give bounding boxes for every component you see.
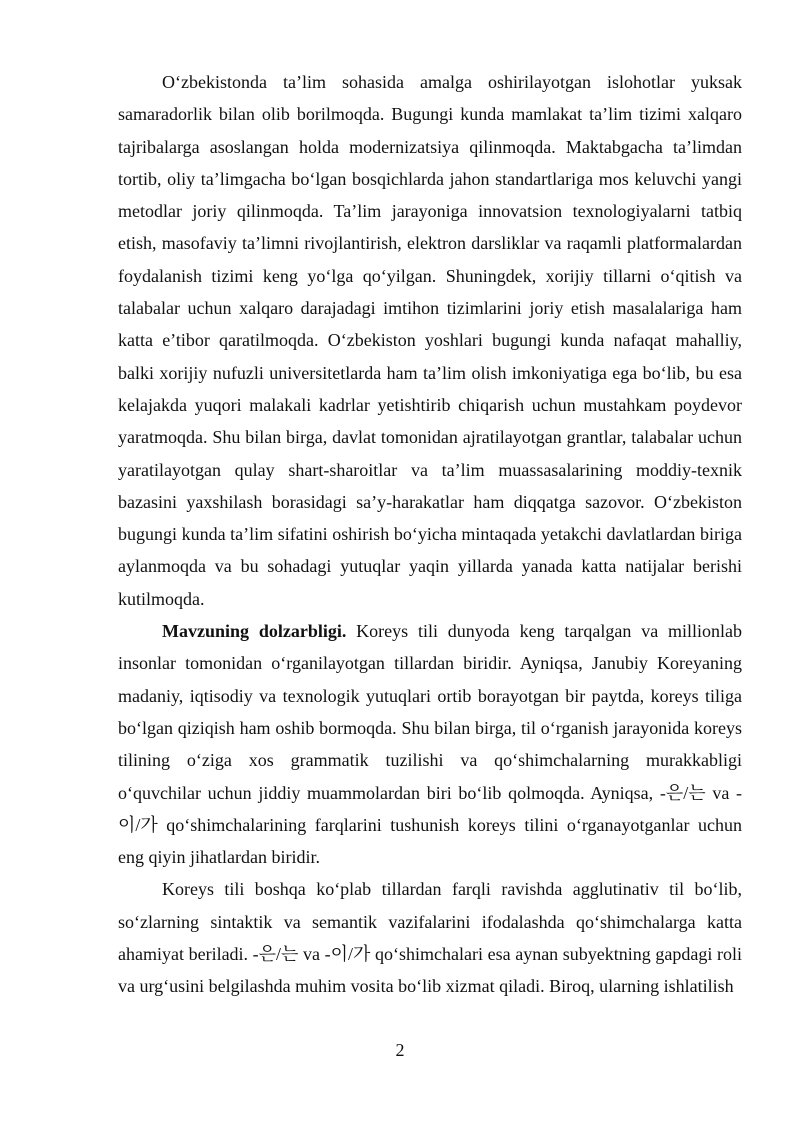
paragraph-agglutinative <box>118 873 742 1002</box>
paragraph-intro <box>118 66 742 615</box>
paragraph-relevance <box>118 615 742 873</box>
paragraph-text: Koreys tili boshqa ko‘plab tillardan farqli ravishda agglutinativ til bo‘lib, so‘zlarning sintaktik va semantik vazifalarini ifodalashda qo‘shimchalarga katta ahamiyat beriladi. -은/는 va -이/가 qo‘shimchalari esa aynan subyektning gapdagi roli va urg‘usini belgilashda muhim vosita bo‘lib xizmat qiladi. Biroq, ularning ishlatilish <box>118 879 742 997</box>
section-heading-relevance: Mavzuning dolzarbligi. <box>162 621 347 642</box>
page-body <box>118 66 742 1003</box>
paragraph-text: O‘zbekistonda ta’lim sohasida amalga oshirilayotgan islohotlar yuksak samaradorlik bilan olib borilmoqda. Bugungi kunda mamlakat ta’lim tizimi xalqaro tajribalarga asoslangan holda modernizatsiya qilinmoqda. Maktabgacha ta’limdan tortib, oliy ta’limgacha bo‘lgan bosqichlarda jahon standartlariga mos keluvchi yangi metodlar joriy qilinmoqda. Ta’lim jarayoniga innovatsion texnologiyalarni tatbiq etish, masofaviy ta’limni rivojlantirish, elektron darsliklar va raqamli platformalardan foydalanish tizimi keng yo‘lga qo‘yilgan. Shuningdek, xorijiy tillarni o‘qitish va talabalar uchun xalqaro darajadagi imtihon tizimlarini joriy etish masalalariga ham katta e’tibor qaratilmoqda. O‘zbekiston yoshlari bugungi kunda nafaqat mahalliy, balki xorijiy nufuzli universitetlarda ham ta’lim olish imkoniyatiga ega bo‘lib, bu esa kelajakda yuqori malakali kadrlar yetishtirib chiqarish uchun mustahkam poydevor yaratmoqda. Shu bilan birga, davlat tomonidan ajratilayotgan grantlar, talabalar uchun yaratilayotgan qulay shart-sharoitlar va ta’lim muassasalarining moddiy-texnik bazasini yaxshilash borasidagi sa’y-harakatlar ham diqqatga sazovor. O‘zbekiston bugungi kunda ta’lim sifatini oshirish bo‘yicha mintaqada yetakchi davlatlardan biriga aylanmoqda va bu sohadagi yutuqlar yaqin yillarda yanada katta natijalar berishi kutilmoqda. <box>118 72 742 609</box>
paragraph-text: Koreys tili dunyoda keng tarqalgan va millionlab insonlar tomonidan o‘rganilayotgan tillardan biridir. Ayniqsa, Janubiy Koreyaning madaniy, iqtisodiy va texnologik yutuqlari ortib borayotgan bir paytda, koreys tiliga bo‘lgan qiziqish ham oshib bormoqda. Shu bilan birga, til o‘rganish jarayonida koreys tilining o‘ziga xos grammatik tuzilishi va qo‘shimchalarning murakkabligi o‘quvchilar uchun jiddiy muammolardan biri bo‘lib qolmoqda. Ayniqsa, -은/는 va -이/가 qo‘shimchalarining farqlarini tushunish koreys tilini o‘rganayotganlar uchun eng qiyin jihatlardan biridir. <box>118 621 743 868</box>
page-number: 2 <box>395 1040 405 1060</box>
